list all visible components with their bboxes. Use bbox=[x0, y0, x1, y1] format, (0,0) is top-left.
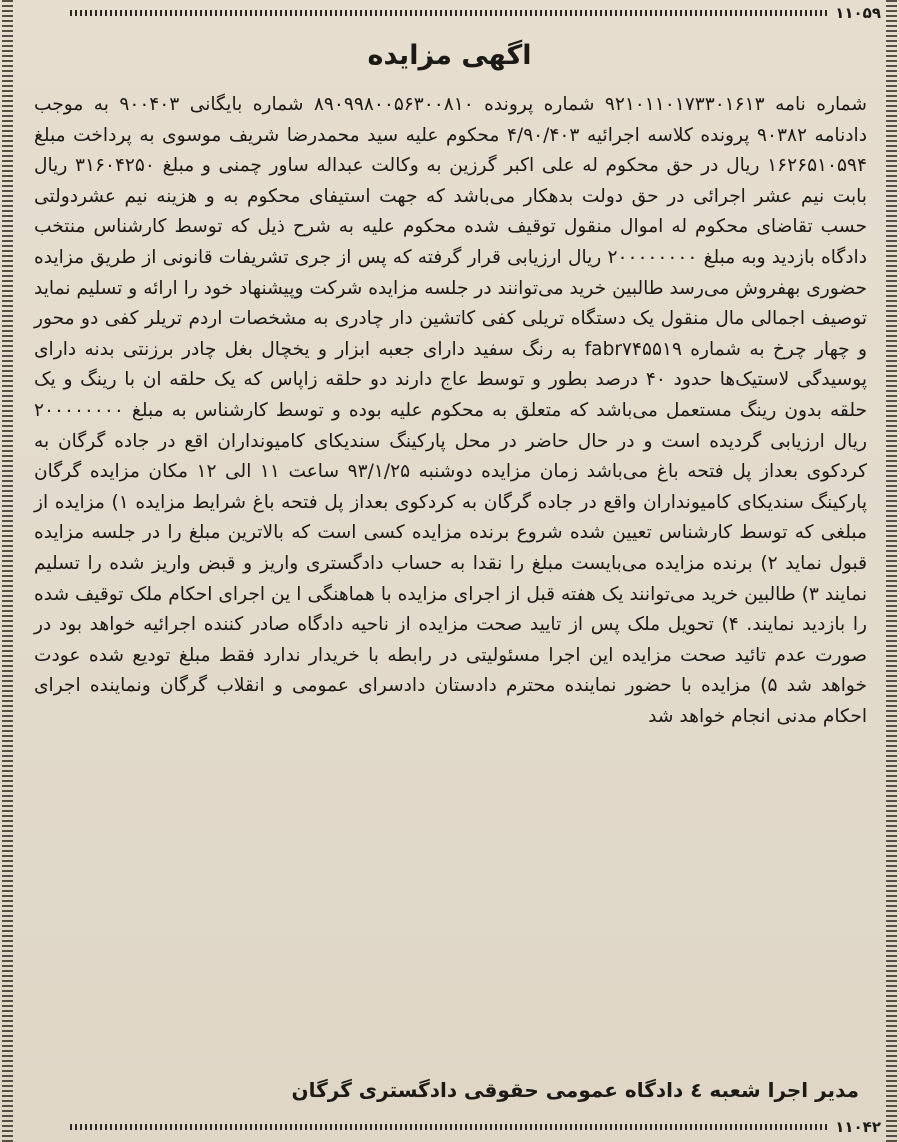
bottom-dotted-line bbox=[70, 1124, 827, 1130]
top-separator bbox=[70, 4, 881, 22]
ad-number-bottom: ۱۱۰۴۲ bbox=[835, 1118, 881, 1136]
right-border-rule bbox=[886, 0, 897, 1142]
notice-title: اگهی مزایده bbox=[367, 40, 532, 71]
bottom-separator bbox=[70, 1118, 881, 1136]
left-border-rule bbox=[2, 0, 13, 1142]
top-dotted-line bbox=[70, 10, 827, 16]
notice-body: شماره نامه ۹۲۱۰۱۱۰۱۷۳۳۰۱۶۱۳ شماره پرونده ۸۹۰۹۹۸۰۰۵۶۳۰۰۸۱۰ شماره بایگانی ۹۰۰۴۰۳ به موجب دادنامه ۹۰۳۸۲ پرونده کلاسه اجرائیه ۴/۹۰/۴۰۳ محکوم علیه سید محمدرضا شریف موسوی به پرداخت مبلغ ۱۶۲۶۵۱۰۵۹۴ ریال در حق محکوم له علی اکبر گرزین به وکالت عبداله ساور چمنی و مبلغ ۳۱۶۰۴۲۵۰ ریال بابت نیم عشر اجرائی در حق دولت بدهکار می‌باشد که جهت استیفای محکوم به و هزینه نیم عشردولتی حسب تقاضای محکوم له اموال منقول توقیف شده محکوم علیه به شرح ذیل که توسط کارشناس منتخب دادگاه بازدید وبه مبلغ ۲۰۰۰۰۰۰۰۰ ریال ارزیابی قرار گرفته که پس از جری تشریفات قانونی از طریق مزایده حضوری بهفروش می‌رسد طالبین خرید می‌توانند در جلسه مزایده شرکت وپیشنهاد خود را ارائه و تسلیم نماید توصیف اجمالی مال منقول یک دستگاه تریلی کفی کاتشین دار چادری به مشخصات اردم تریلر کفی دو محور و چهار چرخ به شماره fabr۷۴۵۵۱۹ به رنگ سفید دارای جعبه ابزار و یخچال بغل چادر برزنتی بدنه دارای پوسیدگی لاستیک‌ها حدود ۴۰ درصد بطور و توسط عاج دارند دو حلقه زاپاس که یک حلقه ان با رینگ و یک حلقه بدون رینگ مستعمل می‌باشد که متعلق به محکوم علیه بوده و توسط کارشناس به مبلغ ۲۰۰۰۰۰۰۰۰ ریال ارزیابی گردیده است و در حال حاضر در محل پارکینگ سندیکای کامیونداران اقع در جاده گرگان به کردکوی بعداز پل فتحه باغ می‌باشد زمان مزایده دوشنبه ۹۳/۱/۲۵ ساعت ۱۱ الی ۱۲ مکان مزایده گرگان پارکینگ سندیکای کامیونداران واقع در جاده گرگان به کردکوی بعداز پل فتحه باغ شرایط مزایده ۱) مزایده از مبلغی که توسط کارشناس تعیین شده شروع برنده مزایده کسی است که بالاترین مبلغ را در جلسه مزایده قبول نماید ۲) برنده مزایده می‌بایست مبلغ را نقدا به حساب دادگستری واریز و قبض واریز شده را تسلیم نمایند ۳) طالبین خرید می‌توانند یک هفته قبل از اجرای مزایده با هماهنگی ا ین اجرای احکام ملک توقیف شده را بازدید نمایند. ۴) تحویل ملک پس از تایید صحت مزایده از ناحیه دادگاه صادر کننده اجرائیه خواهد بود در صورت عدم تائید صحت مزایده این اجرا مسئولیتی در رابطه با خریدار ندارد فقط مبلغ تودیع شده عودت خواهد شد ۵) مزایده با حضور نماینده محترم دادستان دادسرای عمومی و انقلاب گرگان ونماینده اجرای احکام مدنی انجام خواهد شد bbox=[34, 94, 868, 727]
ad-number-top: ۱۱۰۵۹ bbox=[835, 4, 881, 22]
notice-signature: مدیر اجرا شعبه ٤ دادگاه عمومی حقوقی دادگستری گرگان bbox=[291, 1078, 859, 1102]
